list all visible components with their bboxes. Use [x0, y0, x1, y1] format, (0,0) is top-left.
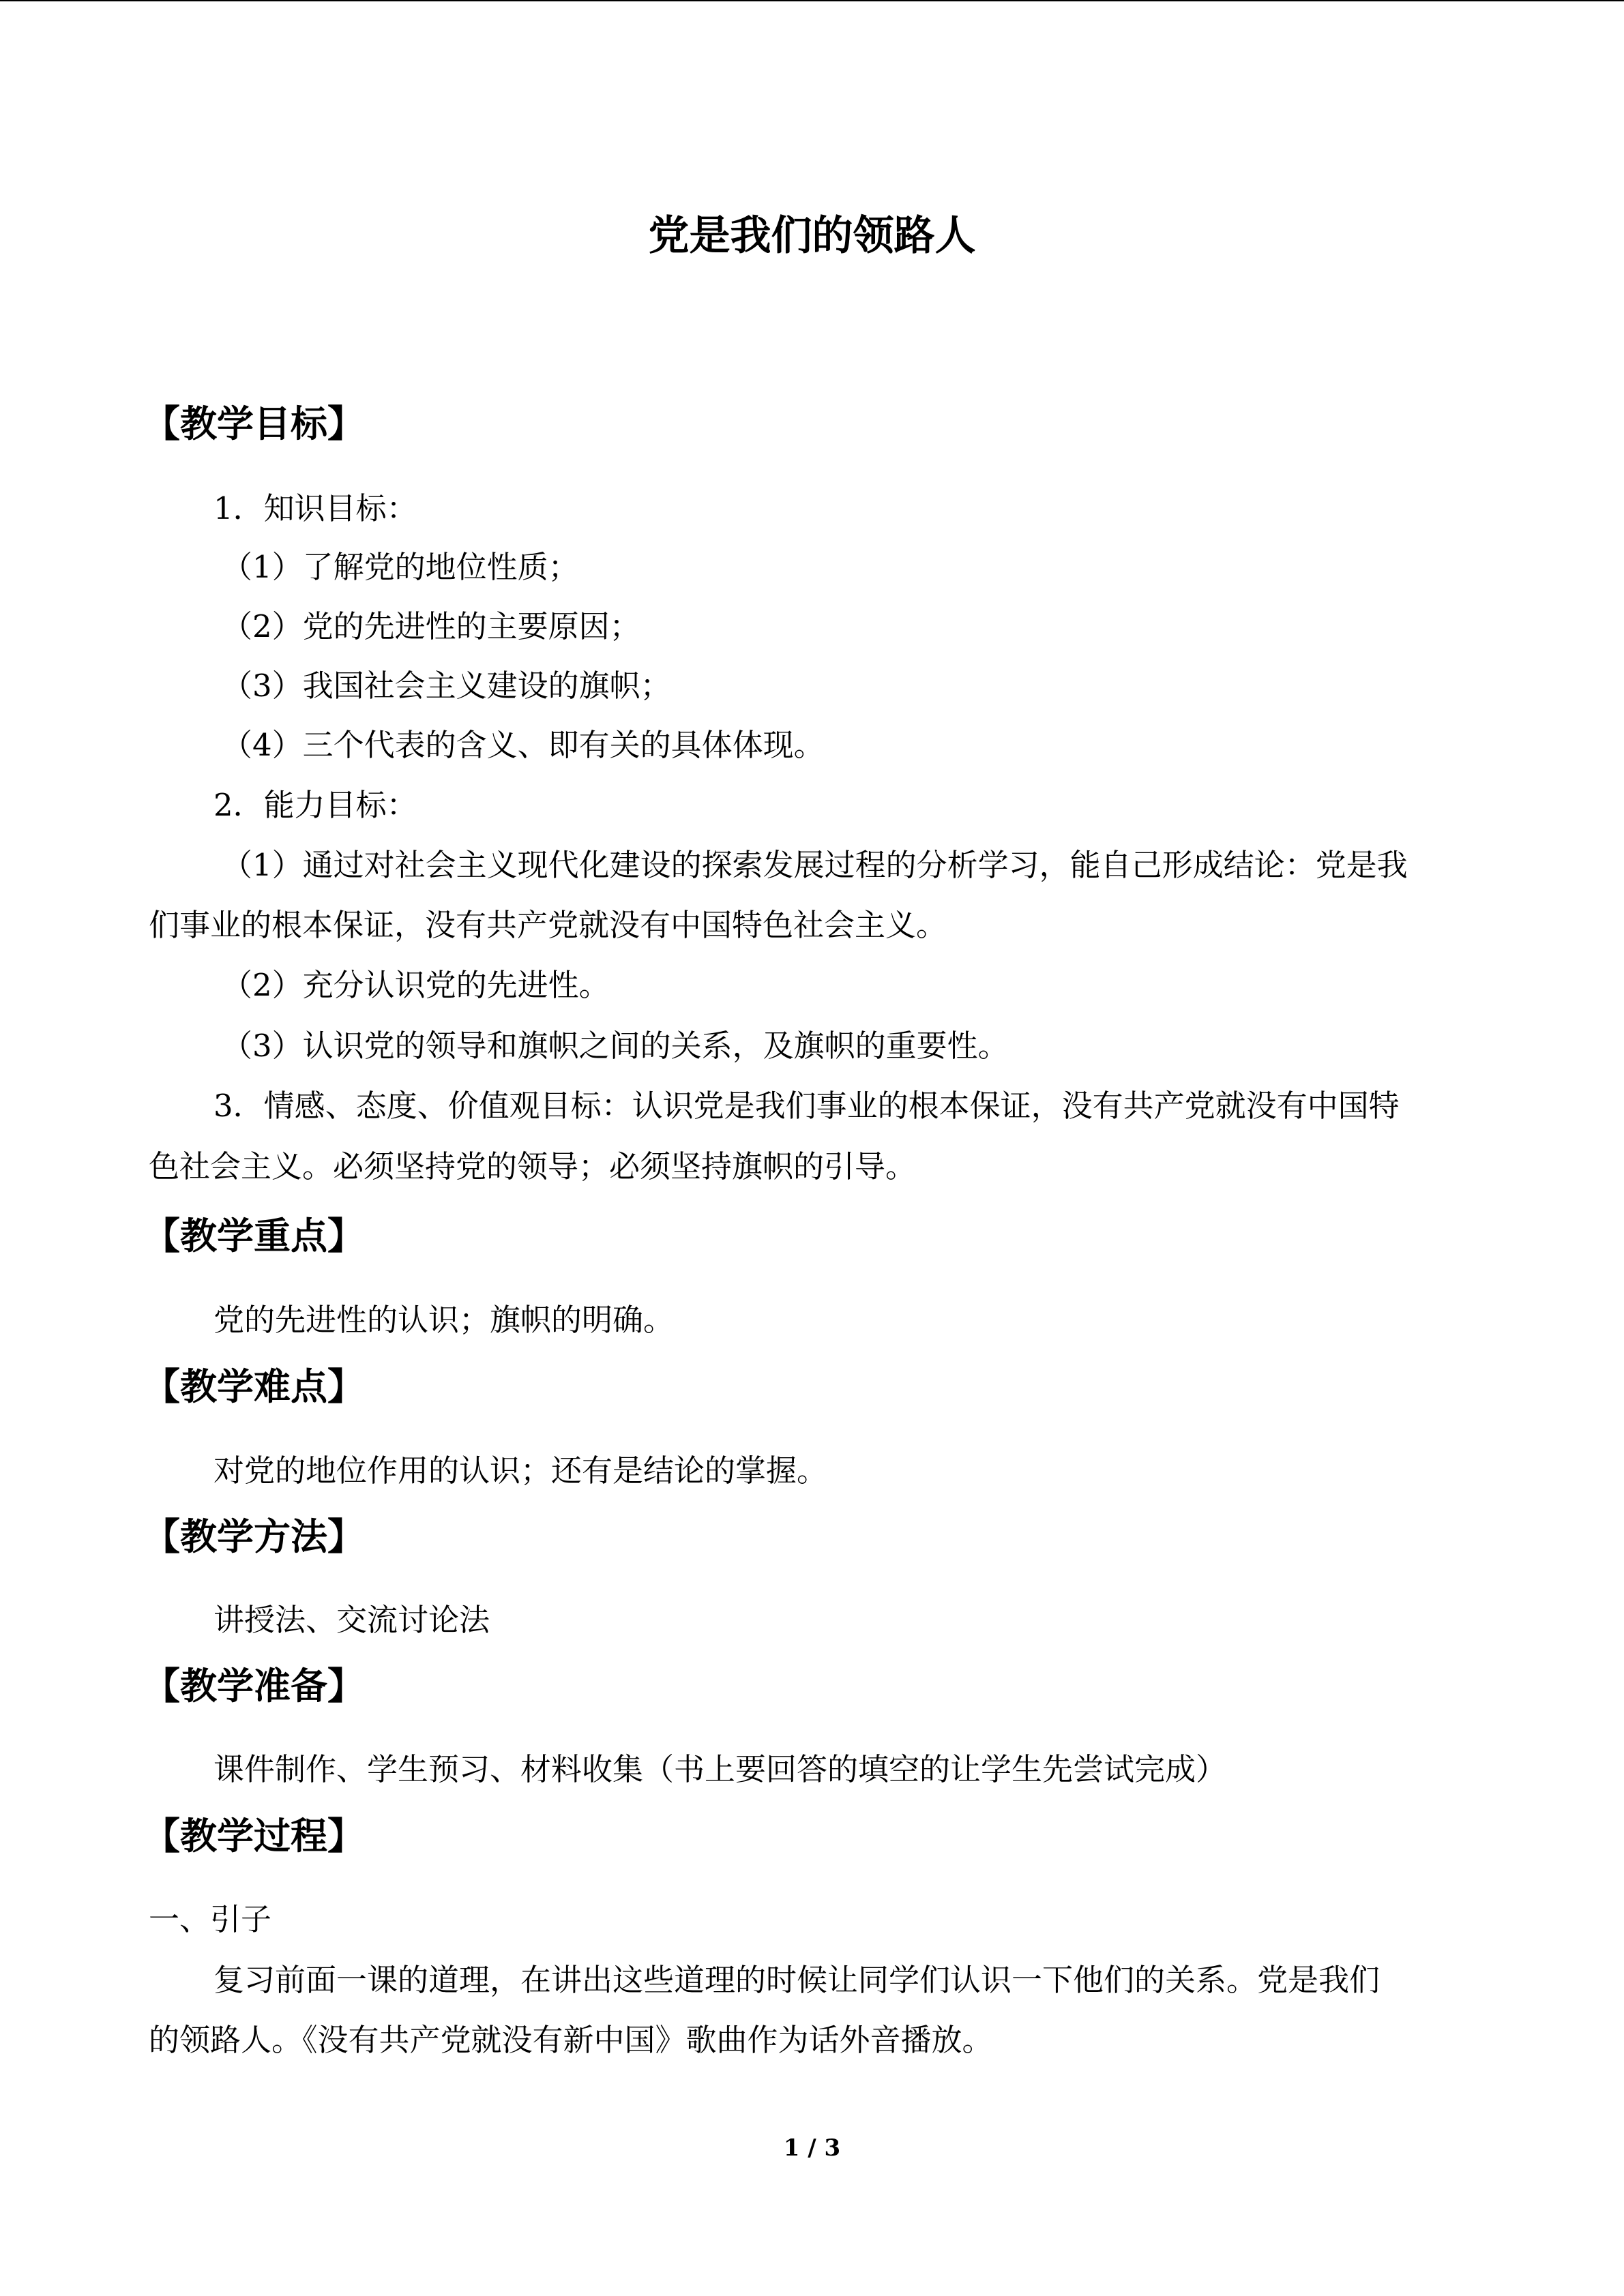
knowledge-goal-label: 1．知识目标：	[213, 490, 417, 526]
preparation-text: 课件制作、学生预习、材料收集（书上要回答的填空的让学生先尝试完成）	[213, 1751, 1227, 1787]
ability-item-2: （2）充分认识党的先进性。	[222, 967, 610, 1003]
ability-goal-label: 2．能力目标：	[213, 787, 417, 823]
knowledge-item: （3）我国社会主义建设的旗帜；	[222, 668, 671, 704]
emotion-goal-line2: 色社会主义。必须坚持党的领导；必须坚持旗帜的引导。	[149, 1148, 917, 1184]
ability-item-1-line1: （1）通过对社会主义现代化建设的探索发展过程的分析学习，能自己形成结论：党是我	[222, 847, 1408, 883]
knowledge-item: （1）了解党的地位性质；	[222, 549, 579, 585]
intro-paragraph-line2: 的领路人。《没有共产党就没有新中国》歌曲作为话外音播放。	[149, 2022, 993, 2058]
heading-teaching-goals: 【教学目标】	[143, 402, 364, 445]
knowledge-item: （4）三个代表的含义、即有关的具体体现。	[222, 727, 825, 763]
heading-difficulties: 【教学难点】	[143, 1365, 364, 1408]
heading-key-points: 【教学重点】	[143, 1214, 364, 1257]
top-border-rule	[0, 0, 1624, 1]
intro-label: 一、引子	[149, 1901, 272, 1937]
ability-item-3: （3）认识党的领导和旗帜之间的关系，及旗帜的重要性。	[222, 1028, 1009, 1064]
key-points-text: 党的先进性的认识；旗帜的明确。	[213, 1302, 675, 1338]
difficulties-text: 对党的地位作用的认识；还有是结论的掌握。	[213, 1452, 828, 1489]
document-title: 党是我们的领路人	[648, 212, 976, 260]
ability-item-1-line2: 们事业的根本保证，没有共产党就没有中国特色社会主义。	[149, 907, 947, 943]
methods-text: 讲授法、交流讨论法	[213, 1602, 490, 1638]
intro-paragraph-line1: 复习前面一课的道理，在讲出这些道理的时候让同学们认识一下他们的关系。党是我们	[213, 1962, 1381, 1998]
heading-process: 【教学过程】	[143, 1814, 364, 1858]
emotion-goal-line1: 3．情感、态度、价值观目标：认识党是我们事业的根本保证，没有共产党就没有中国特	[213, 1088, 1400, 1124]
heading-methods: 【教学方法】	[143, 1515, 364, 1558]
page-number: 1 / 3	[783, 2134, 841, 2162]
heading-preparation: 【教学准备】	[143, 1664, 364, 1708]
knowledge-item: （2）党的先进性的主要原因；	[222, 608, 640, 644]
